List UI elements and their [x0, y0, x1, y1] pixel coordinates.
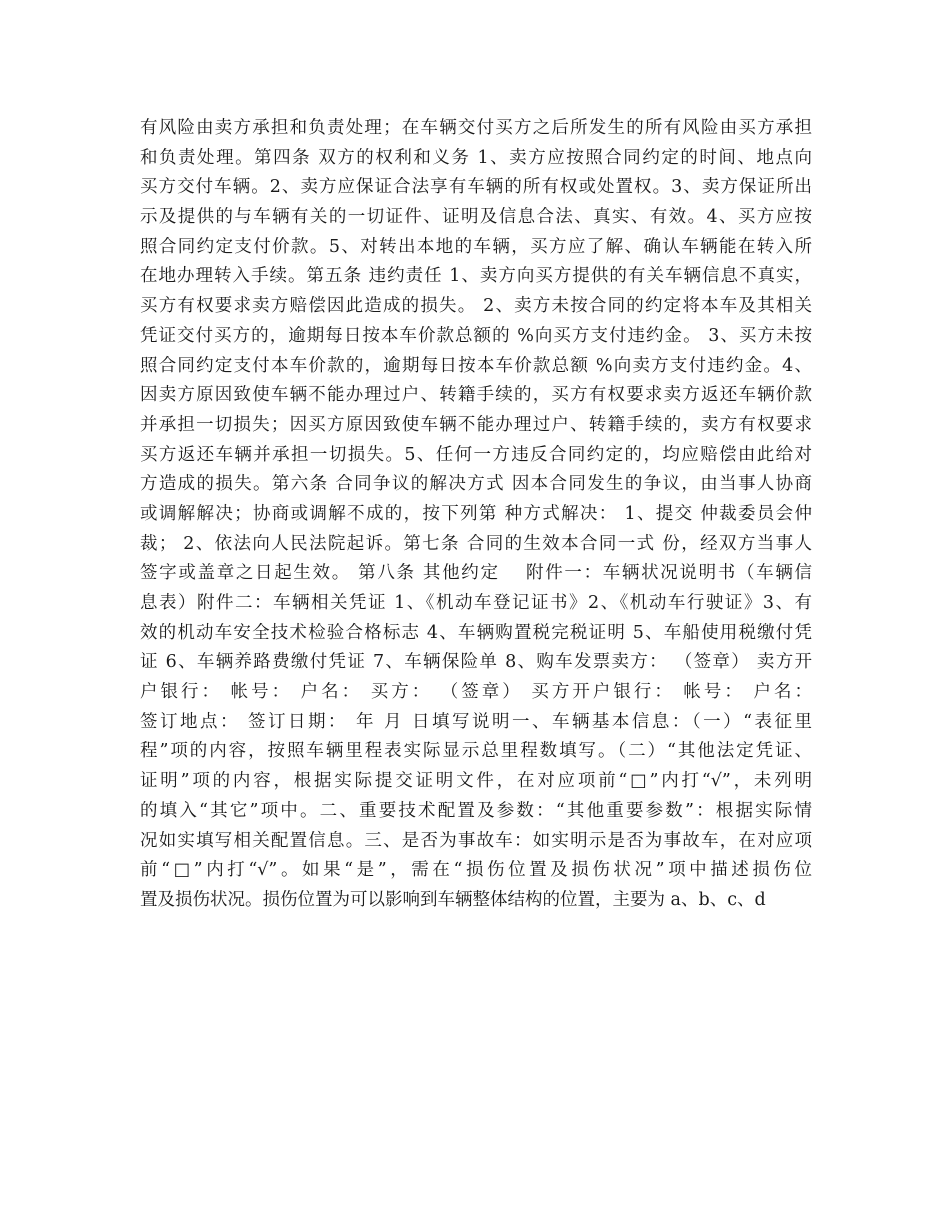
- text-line: 效的机动车安全技术检验合格标志 4、车辆购置税完税证明 5、车船使用税缴付凭: [140, 622, 812, 643]
- text-line: 凭证交付买方的，逾期每日按本车价款总额的 %向买方支付违约金。 3、买方未按: [140, 325, 812, 346]
- text-line: 的填入“其它”项中。二、重要技术配置及参数：“其他重要参数”：根据实际情: [140, 800, 812, 821]
- text-line: 买方有权要求卖方赔偿因此造成的损失。 2、卖方未按合同的约定将本车及其相关: [140, 296, 812, 317]
- text-line: 息表）附件二：车辆相关凭证 1、《机动车登记证书》2、《机动车行驶证》3、有: [140, 593, 812, 613]
- text-line: 有风险由卖方承担和负责处理；在车辆交付买方之后所发生的所有风险由买方承担: [140, 118, 812, 138]
- text-line: 方造成的损失。第六条 合同争议的解决方式 因本合同发生的争议，由当事人协商: [140, 474, 812, 495]
- text-line: 并承担一切损失；因买方原因致使车辆不能办理过户、转籍手续的，卖方有权要求: [140, 414, 812, 435]
- text-line: 签字或盖章之日起生效。 第八条 其他约定 附件一：车辆状况说明书（车辆信: [140, 563, 812, 584]
- text-line: 在地办理转入手续。第五条 违约责任 1、卖方向买方提供的有关车辆信息不真实，: [140, 266, 812, 287]
- text-line: 户银行： 帐号： 户名： 买方： （签章） 买方开户银行： 帐号： 户名：: [140, 682, 812, 703]
- text-line: 前“□”内打“√”。如果“是”，需在“损伤位置及损伤状况”项中描述损伤位: [140, 860, 812, 881]
- text-line: 程”项的内容，按照车辆里程表实际显示总里程数填写。（二）“其他法定凭证、: [140, 741, 812, 762]
- text-line: 买方返还车辆并承担一切损失。5、任何一方违反合同约定的，均应赔偿由此给对: [140, 444, 812, 465]
- text-line: 或调解解决；协商或调解不成的，按下列第 种方式解决： 1、提交 仲裁委员会仲: [140, 503, 812, 524]
- text-line: 示及提供的与车辆有关的一切证件、证明及信息合法、真实、有效。4、买方应按: [140, 207, 812, 228]
- text-line: 照合同约定支付价款。5、对转出本地的车辆，买方应了解、确认车辆能在转入所: [140, 236, 812, 257]
- document-body-text: [140, 114, 812, 916]
- text-line: 买方交付车辆。2、卖方应保证合法享有车辆的所有权或处置权。3、卖方保证所出: [140, 177, 812, 198]
- text-line: 和负责处理。第四条 双方的权利和义务 1、卖方应按照合同约定的时间、地点向: [140, 147, 812, 168]
- text-line: 签订地点： 签订日期： 年 月 日填写说明一、车辆基本信息：（一）“表征里: [140, 711, 812, 732]
- text-line: 证 6、车辆养路费缴付凭证 7、车辆保险单 8、购车发票卖方： （签章） 卖方开: [140, 652, 812, 673]
- text-line: 证明”项的内容，根据实际提交证明文件，在对应项前“□”内打“√”，未列明: [140, 771, 812, 792]
- text-line: 照合同约定支付本车价款的，逾期每日按本车价款总额 %向卖方支付违约金。4、: [140, 355, 812, 376]
- text-line: 裁； 2、依法向人民法院起诉。第七条 合同的生效本合同一式 份，经双方当事人: [140, 533, 812, 554]
- text-line: 因卖方原因致使车辆不能办理过户、转籍手续的，买方有权要求卖方返还车辆价款: [140, 385, 812, 406]
- text-line: 况如实填写相关配置信息。三、是否为事故车：如实明示是否为事故车，在对应项: [140, 830, 812, 851]
- text-line: 置及损伤状况。损伤位置为可以影响到车辆整体结构的位置，主要为 a、b、c、d: [140, 889, 766, 910]
